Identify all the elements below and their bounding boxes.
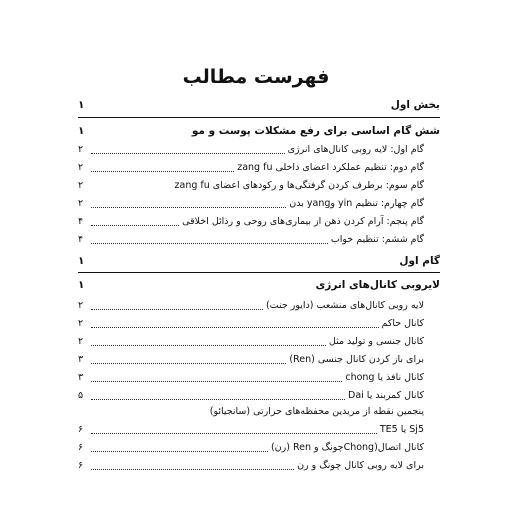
toc-section-heading: گام اول ۱	[78, 255, 440, 267]
toc-entry: کانال نافذ یا chong ۳	[78, 371, 424, 383]
toc-entry: کانال جنسی و تولید مثل ۲	[78, 335, 424, 347]
toc-entry: گام دوم: تنظیم عملکرد اعضای داخلی zang fu ۲	[78, 161, 424, 173]
toc-section-heading: بخش اول ۱	[78, 99, 440, 111]
divider	[78, 117, 440, 118]
toc-chapter-heading: لایروبی کانال‌های انرژی ۱	[78, 279, 440, 291]
toc-entry: گام چهارم: تنظیم yin وyang بدن ۲	[78, 197, 424, 209]
toc-entry-first-line: پنجمین نقطه از مریدین محفظه‌های حرارتی (سانجیائو)	[209, 406, 424, 417]
toc-entry: لایه روبی کانال‌های منشعب (دایور جنت) ۲	[78, 299, 424, 311]
toc-entry: گام اول: لایه روبی کانال‌های انرژی ۲	[78, 143, 424, 155]
toc-entry: گام سوم: برطرف کردن گرفتگی‌ها و رکودهای اعضای zang fu ۲	[78, 179, 424, 191]
toc-chapter-heading: شش گام اساسی برای رفع مشکلات پوست و مو ۱	[78, 125, 440, 137]
toc-entry: کانال اتصال(Chongچونگ و Ren (رن) ۶	[78, 441, 424, 453]
page-title: فهرست مطالب	[182, 66, 330, 88]
toc-entry: برای باز کردن کانال جنسی (Ren) ۳	[78, 353, 424, 365]
toc-entry: Sj5 یا TE5 ۶	[78, 423, 424, 435]
divider	[78, 272, 440, 273]
toc-entry: کانال حاکم ۲	[78, 317, 424, 329]
toc-entry: گام پنجم: آرام کردن ذهن از بیماری‌های روحی و رذائل اخلاقی ۴	[78, 215, 424, 227]
toc-entry: کانال کمربند یا Dai ۵	[78, 389, 424, 401]
toc-entry: گام ششم: تنظیم خواب ۴	[78, 233, 424, 245]
toc-entry: برای لایه روبی کانال چونگ و رن ۶	[78, 459, 424, 471]
